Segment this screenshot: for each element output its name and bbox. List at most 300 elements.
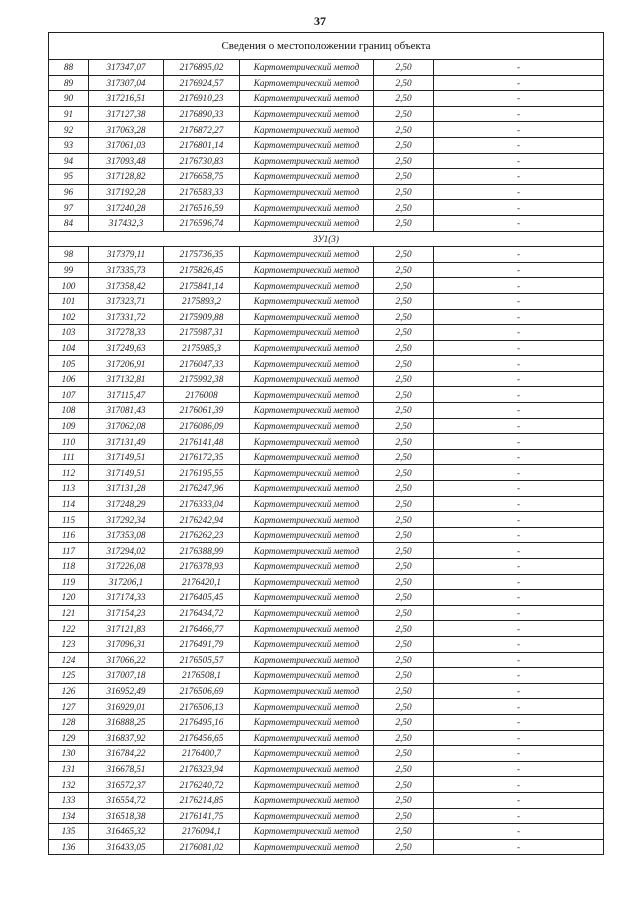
y-coordinate-cell: 2176405,45	[164, 590, 240, 606]
accuracy-cell: 2,50	[374, 621, 434, 637]
x-coordinate-cell: 317149,51	[89, 465, 164, 481]
note-cell: -	[434, 761, 604, 777]
accuracy-cell: 2,50	[374, 200, 434, 216]
accuracy-cell: 2,50	[374, 340, 434, 356]
method-cell: Картометрический метод	[240, 60, 374, 76]
table-row	[49, 215, 604, 231]
table-row	[49, 761, 604, 777]
point-number-cell: 120	[49, 590, 89, 606]
table-row	[49, 808, 604, 824]
point-number-cell: 105	[49, 356, 89, 372]
note-cell: -	[434, 340, 604, 356]
x-coordinate-cell: 317128,82	[89, 169, 164, 185]
method-cell: Картометрический метод	[240, 559, 374, 575]
method-cell: Картометрический метод	[240, 527, 374, 543]
note-cell: -	[434, 527, 604, 543]
note-cell: -	[434, 403, 604, 419]
point-number-cell: 125	[49, 668, 89, 684]
accuracy-cell: 2,50	[374, 699, 434, 715]
point-number-cell: 122	[49, 621, 89, 637]
x-coordinate-cell: 317007,18	[89, 668, 164, 684]
x-coordinate-cell: 316572,37	[89, 777, 164, 793]
note-cell: -	[434, 247, 604, 263]
note-cell: -	[434, 278, 604, 294]
accuracy-cell: 2,50	[374, 418, 434, 434]
table-row	[49, 418, 604, 434]
note-cell: -	[434, 777, 604, 793]
x-coordinate-cell: 317278,33	[89, 325, 164, 341]
x-coordinate-cell: 317131,49	[89, 434, 164, 450]
note-cell: -	[434, 371, 604, 387]
y-coordinate-cell: 2176008	[164, 387, 240, 403]
accuracy-cell: 2,50	[374, 512, 434, 528]
table-row	[49, 200, 604, 216]
y-coordinate-cell: 2176434,72	[164, 605, 240, 621]
y-coordinate-cell: 2176730,83	[164, 153, 240, 169]
x-coordinate-cell: 317066,22	[89, 652, 164, 668]
accuracy-cell: 2,50	[374, 824, 434, 840]
note-cell: -	[434, 543, 604, 559]
accuracy-cell: 2,50	[374, 75, 434, 91]
note-cell: -	[434, 356, 604, 372]
y-coordinate-cell: 2176240,72	[164, 777, 240, 793]
accuracy-cell: 2,50	[374, 153, 434, 169]
point-number-cell: 97	[49, 200, 89, 216]
y-coordinate-cell: 2176658,75	[164, 169, 240, 185]
point-number-cell: 119	[49, 574, 89, 590]
x-coordinate-cell: 317432,3	[89, 215, 164, 231]
y-coordinate-cell: 2176141,75	[164, 808, 240, 824]
accuracy-cell: 2,50	[374, 169, 434, 185]
y-coordinate-cell: 2176596,74	[164, 215, 240, 231]
table-row	[49, 465, 604, 481]
x-coordinate-cell: 317292,34	[89, 512, 164, 528]
method-cell: Картометрический метод	[240, 91, 374, 107]
y-coordinate-cell: 2176491,79	[164, 636, 240, 652]
point-number-cell: 98	[49, 247, 89, 263]
method-cell: Картометрический метод	[240, 309, 374, 325]
y-coordinate-cell: 2175909,88	[164, 309, 240, 325]
y-coordinate-cell: 2176400,7	[164, 746, 240, 762]
table-row	[49, 75, 604, 91]
note-cell: -	[434, 262, 604, 278]
x-coordinate-cell: 317096,31	[89, 636, 164, 652]
point-number-cell: 93	[49, 137, 89, 153]
x-coordinate-cell: 317154,23	[89, 605, 164, 621]
table-row	[49, 371, 604, 387]
note-cell: -	[434, 746, 604, 762]
point-number-cell: 107	[49, 387, 89, 403]
table-row	[49, 309, 604, 325]
table-row	[49, 824, 604, 840]
note-cell: -	[434, 808, 604, 824]
method-cell: Картометрический метод	[240, 808, 374, 824]
table-row	[49, 730, 604, 746]
table-row	[49, 590, 604, 606]
point-number-cell: 116	[49, 527, 89, 543]
y-coordinate-cell: 2176247,96	[164, 481, 240, 497]
accuracy-cell: 2,50	[374, 481, 434, 497]
method-cell: Картометрический метод	[240, 824, 374, 840]
point-number-cell: 123	[49, 636, 89, 652]
accuracy-cell: 2,50	[374, 403, 434, 419]
x-coordinate-cell: 317093,48	[89, 153, 164, 169]
x-coordinate-cell: 316888,25	[89, 714, 164, 730]
note-cell: -	[434, 824, 604, 840]
y-coordinate-cell: 2176141,48	[164, 434, 240, 450]
method-cell: Картометрический метод	[240, 652, 374, 668]
table-row	[49, 636, 604, 652]
note-cell: -	[434, 184, 604, 200]
method-cell: Картометрический метод	[240, 356, 374, 372]
x-coordinate-cell: 316678,51	[89, 761, 164, 777]
table-row	[49, 746, 604, 762]
page-number: 37	[314, 14, 326, 28]
accuracy-cell: 2,50	[374, 839, 434, 855]
y-coordinate-cell: 2176895,02	[164, 60, 240, 76]
y-coordinate-cell: 2176086,09	[164, 418, 240, 434]
y-coordinate-cell: 2176506,13	[164, 699, 240, 715]
note-cell: -	[434, 91, 604, 107]
accuracy-cell: 2,50	[374, 60, 434, 76]
table-row	[49, 574, 604, 590]
y-coordinate-cell: 2176495,16	[164, 714, 240, 730]
note-cell: -	[434, 449, 604, 465]
accuracy-cell: 2,50	[374, 636, 434, 652]
table-row	[49, 247, 604, 263]
method-cell: Картометрический метод	[240, 371, 374, 387]
y-coordinate-cell: 2176924,57	[164, 75, 240, 91]
y-coordinate-cell: 2176508,1	[164, 668, 240, 684]
accuracy-cell: 2,50	[374, 122, 434, 138]
point-number-cell: 129	[49, 730, 89, 746]
y-coordinate-cell: 2175893,2	[164, 293, 240, 309]
table-row	[49, 122, 604, 138]
accuracy-cell: 2,50	[374, 808, 434, 824]
x-coordinate-cell: 316518,38	[89, 808, 164, 824]
y-coordinate-cell: 2176516,59	[164, 200, 240, 216]
table-row	[49, 621, 604, 637]
accuracy-cell: 2,50	[374, 434, 434, 450]
x-coordinate-cell: 317379,11	[89, 247, 164, 263]
y-coordinate-cell: 2176047,33	[164, 356, 240, 372]
method-cell: Картометрический метод	[240, 434, 374, 450]
point-number-cell: 110	[49, 434, 89, 450]
table-row	[49, 496, 604, 512]
method-cell: Картометрический метод	[240, 418, 374, 434]
y-coordinate-cell: 2175841,14	[164, 278, 240, 294]
table-row	[49, 527, 604, 543]
accuracy-cell: 2,50	[374, 449, 434, 465]
point-number-cell: 84	[49, 215, 89, 231]
accuracy-cell: 2,50	[374, 325, 434, 341]
table-row	[49, 325, 604, 341]
y-coordinate-cell: 2176872,27	[164, 122, 240, 138]
note-cell: -	[434, 325, 604, 341]
accuracy-cell: 2,50	[374, 91, 434, 107]
method-cell: Картометрический метод	[240, 215, 374, 231]
accuracy-cell: 2,50	[374, 746, 434, 762]
x-coordinate-cell: 317206,1	[89, 574, 164, 590]
y-coordinate-cell: 2176890,33	[164, 106, 240, 122]
accuracy-cell: 2,50	[374, 761, 434, 777]
table-row	[49, 683, 604, 699]
accuracy-cell: 2,50	[374, 215, 434, 231]
x-coordinate-cell: 317353,08	[89, 527, 164, 543]
point-number-cell: 95	[49, 169, 89, 185]
y-coordinate-cell: 2176583,33	[164, 184, 240, 200]
y-coordinate-cell: 2176323,94	[164, 761, 240, 777]
table-row	[49, 137, 604, 153]
note-cell: -	[434, 512, 604, 528]
table-row	[49, 559, 604, 575]
table-row	[49, 153, 604, 169]
accuracy-cell: 2,50	[374, 106, 434, 122]
note-cell: -	[434, 293, 604, 309]
table-row	[49, 668, 604, 684]
x-coordinate-cell: 317149,51	[89, 449, 164, 465]
table-row	[49, 60, 604, 76]
accuracy-cell: 2,50	[374, 792, 434, 808]
note-cell: -	[434, 215, 604, 231]
x-coordinate-cell: 316554,72	[89, 792, 164, 808]
point-number-cell: 103	[49, 325, 89, 341]
note-cell: -	[434, 122, 604, 138]
method-cell: Картометрический метод	[240, 730, 374, 746]
accuracy-cell: 2,50	[374, 777, 434, 793]
note-cell: -	[434, 668, 604, 684]
accuracy-cell: 2,50	[374, 309, 434, 325]
point-number-cell: 109	[49, 418, 89, 434]
method-cell: Картометрический метод	[240, 512, 374, 528]
x-coordinate-cell: 317358,42	[89, 278, 164, 294]
accuracy-cell: 2,50	[374, 652, 434, 668]
point-number-cell: 92	[49, 122, 89, 138]
x-coordinate-cell: 317115,47	[89, 387, 164, 403]
note-cell: -	[434, 730, 604, 746]
x-coordinate-cell: 317216,51	[89, 91, 164, 107]
y-coordinate-cell: 2176910,23	[164, 91, 240, 107]
point-number-cell: 99	[49, 262, 89, 278]
point-number-cell: 89	[49, 75, 89, 91]
accuracy-cell: 2,50	[374, 683, 434, 699]
note-cell: -	[434, 652, 604, 668]
point-number-cell: 115	[49, 512, 89, 528]
x-coordinate-cell: 317226,08	[89, 559, 164, 575]
x-coordinate-cell: 317206,91	[89, 356, 164, 372]
x-coordinate-cell: 317240,28	[89, 200, 164, 216]
point-number-cell: 111	[49, 449, 89, 465]
note-cell: -	[434, 699, 604, 715]
table-row	[49, 714, 604, 730]
table-row	[49, 340, 604, 356]
method-cell: Картометрический метод	[240, 574, 374, 590]
y-coordinate-cell: 2176801,14	[164, 137, 240, 153]
method-cell: Картометрический метод	[240, 449, 374, 465]
x-coordinate-cell: 316929,01	[89, 699, 164, 715]
point-number-cell: 127	[49, 699, 89, 715]
point-number-cell: 96	[49, 184, 89, 200]
method-cell: Картометрический метод	[240, 792, 374, 808]
method-cell: Картометрический метод	[240, 543, 374, 559]
method-cell: Картометрический метод	[240, 465, 374, 481]
method-cell: Картометрический метод	[240, 699, 374, 715]
table-row	[49, 543, 604, 559]
note-cell: -	[434, 839, 604, 855]
point-number-cell: 102	[49, 309, 89, 325]
note-cell: -	[434, 137, 604, 153]
point-number-cell: 118	[49, 559, 89, 575]
point-number-cell: 131	[49, 761, 89, 777]
x-coordinate-cell: 317331,72	[89, 309, 164, 325]
table-row	[49, 652, 604, 668]
accuracy-cell: 2,50	[374, 371, 434, 387]
method-cell: Картометрический метод	[240, 278, 374, 294]
method-cell: Картометрический метод	[240, 184, 374, 200]
accuracy-cell: 2,50	[374, 356, 434, 372]
y-coordinate-cell: 2176242,94	[164, 512, 240, 528]
x-coordinate-cell: 317192,28	[89, 184, 164, 200]
accuracy-cell: 2,50	[374, 730, 434, 746]
method-cell: Картометрический метод	[240, 262, 374, 278]
point-number-cell: 114	[49, 496, 89, 512]
coordinates-table-body	[49, 33, 604, 855]
table-row	[49, 91, 604, 107]
note-cell: -	[434, 590, 604, 606]
point-number-cell: 132	[49, 777, 89, 793]
y-coordinate-cell: 2176456,65	[164, 730, 240, 746]
method-cell: Картометрический метод	[240, 590, 374, 606]
method-cell: Картометрический метод	[240, 714, 374, 730]
table-row	[49, 839, 604, 855]
note-cell: -	[434, 683, 604, 699]
method-cell: Картометрический метод	[240, 605, 374, 621]
table-row	[49, 792, 604, 808]
accuracy-cell: 2,50	[374, 247, 434, 263]
y-coordinate-cell: 2175992,38	[164, 371, 240, 387]
x-coordinate-cell: 317127,38	[89, 106, 164, 122]
point-number-cell: 100	[49, 278, 89, 294]
note-cell: -	[434, 75, 604, 91]
table-row	[49, 434, 604, 450]
table-row	[49, 293, 604, 309]
point-number-cell: 88	[49, 60, 89, 76]
x-coordinate-cell: 317294,02	[89, 543, 164, 559]
method-cell: Картометрический метод	[240, 340, 374, 356]
accuracy-cell: 2,50	[374, 278, 434, 294]
y-coordinate-cell: 2176378,93	[164, 559, 240, 575]
x-coordinate-cell: 316784,22	[89, 746, 164, 762]
table-row	[49, 184, 604, 200]
x-coordinate-cell: 316433,05	[89, 839, 164, 855]
x-coordinate-cell: 317063,28	[89, 122, 164, 138]
point-number-cell: 106	[49, 371, 89, 387]
x-coordinate-cell: 317248,29	[89, 496, 164, 512]
y-coordinate-cell: 2175987,31	[164, 325, 240, 341]
x-coordinate-cell: 317061,03	[89, 137, 164, 153]
method-cell: Картометрический метод	[240, 839, 374, 855]
table-row	[49, 387, 604, 403]
table-row	[49, 169, 604, 185]
y-coordinate-cell: 2176214,85	[164, 792, 240, 808]
note-cell: -	[434, 792, 604, 808]
point-number-cell: 130	[49, 746, 89, 762]
table-row	[49, 481, 604, 497]
accuracy-cell: 2,50	[374, 559, 434, 575]
accuracy-cell: 2,50	[374, 605, 434, 621]
method-cell: Картометрический метод	[240, 325, 374, 341]
accuracy-cell: 2,50	[374, 543, 434, 559]
point-number-cell: 113	[49, 481, 89, 497]
note-cell: -	[434, 621, 604, 637]
accuracy-cell: 2,50	[374, 590, 434, 606]
note-cell: -	[434, 169, 604, 185]
note-cell: -	[434, 200, 604, 216]
point-number-cell: 90	[49, 91, 89, 107]
y-coordinate-cell: 2176081,02	[164, 839, 240, 855]
accuracy-cell: 2,50	[374, 387, 434, 403]
table-row	[49, 777, 604, 793]
table-row	[49, 512, 604, 528]
x-coordinate-cell: 316952,49	[89, 683, 164, 699]
method-cell: Картометрический метод	[240, 247, 374, 263]
y-coordinate-cell: 2176195,55	[164, 465, 240, 481]
point-number-cell: 134	[49, 808, 89, 824]
x-coordinate-cell: 317081,43	[89, 403, 164, 419]
method-cell: Картометрический метод	[240, 387, 374, 403]
method-cell: Картометрический метод	[240, 169, 374, 185]
method-cell: Картометрический метод	[240, 75, 374, 91]
group-label: ЗУ1(3)	[49, 231, 604, 247]
table-title: Сведения о местоположении границ объекта	[49, 33, 604, 60]
accuracy-cell: 2,50	[374, 574, 434, 590]
coordinates-table	[48, 32, 604, 855]
x-coordinate-cell: 317307,04	[89, 75, 164, 91]
accuracy-cell: 2,50	[374, 293, 434, 309]
table-row	[49, 106, 604, 122]
note-cell: -	[434, 106, 604, 122]
point-number-cell: 91	[49, 106, 89, 122]
note-cell: -	[434, 559, 604, 575]
method-cell: Картометрический метод	[240, 496, 374, 512]
x-coordinate-cell: 317335,73	[89, 262, 164, 278]
table-row	[49, 605, 604, 621]
y-coordinate-cell: 2175736,35	[164, 247, 240, 263]
x-coordinate-cell: 317347,07	[89, 60, 164, 76]
y-coordinate-cell: 2176094,1	[164, 824, 240, 840]
method-cell: Картометрический метод	[240, 481, 374, 497]
method-cell: Картометрический метод	[240, 403, 374, 419]
accuracy-cell: 2,50	[374, 465, 434, 481]
point-number-cell: 126	[49, 683, 89, 699]
method-cell: Картометрический метод	[240, 106, 374, 122]
y-coordinate-cell: 2176506,69	[164, 683, 240, 699]
table-row	[49, 449, 604, 465]
point-number-cell: 121	[49, 605, 89, 621]
note-cell: -	[434, 496, 604, 512]
point-number-cell: 101	[49, 293, 89, 309]
y-coordinate-cell: 2176061,39	[164, 403, 240, 419]
note-cell: -	[434, 636, 604, 652]
point-number-cell: 108	[49, 403, 89, 419]
table-row	[49, 278, 604, 294]
accuracy-cell: 2,50	[374, 668, 434, 684]
y-coordinate-cell: 2176172,35	[164, 449, 240, 465]
x-coordinate-cell: 316465,32	[89, 824, 164, 840]
note-cell: -	[434, 465, 604, 481]
group-header-row	[49, 231, 604, 247]
method-cell: Картометрический метод	[240, 746, 374, 762]
